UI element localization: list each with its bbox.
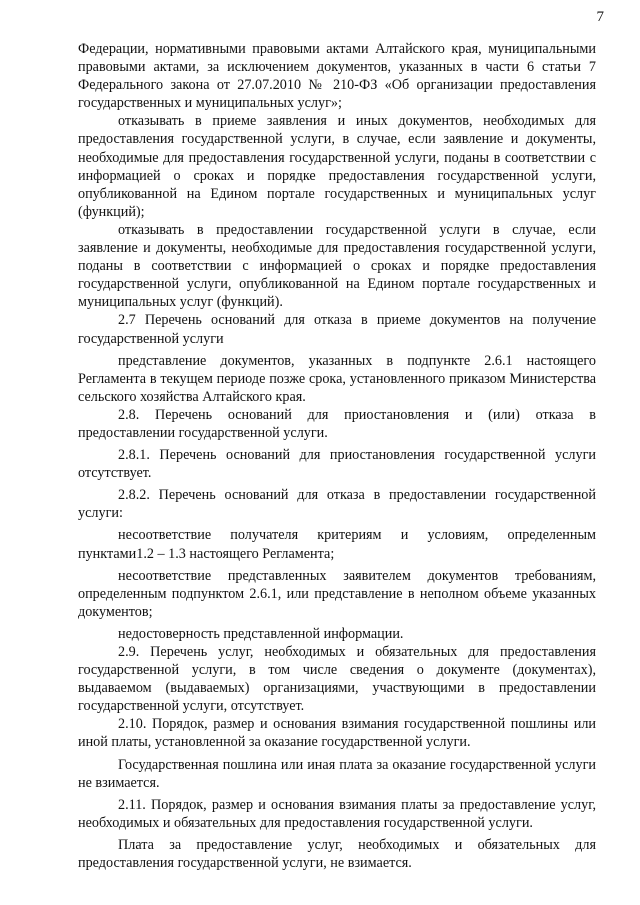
section-2-7-heading: 2.7 Перечень оснований для отказа в приеме документов на получение государственной услуги <box>78 312 596 347</box>
document-body <box>78 40 596 872</box>
paragraph-documents-mismatch: несоответствие представленных заявителем документов требованиям, определенным подпунктом 2.6.1, или представление в неполном объеме указанных документов; <box>78 567 596 620</box>
paragraph-fee-not-charged: Плата за предоставление услуг, необходимых и обязательных для предоставления государственной услуги, не взимается. <box>78 836 596 872</box>
page-number: 7 <box>596 9 604 25</box>
section-2-8-heading: 2.8. Перечень оснований для приостановления и (или) отказа в предоставлении государственной услуги. <box>78 406 596 441</box>
section-2-8-2: 2.8.2. Перечень оснований для отказа в предоставлении государственной услуги: <box>78 487 596 522</box>
section-2-11: 2.11. Порядок, размер и основания взимания платы за предоставление услуг, необходимых и обязательных для предоставления государственной услуги. <box>78 796 596 831</box>
paragraph-duty-not-charged: Государственная пошлина или иная плата за оказание государственной услуги не взимается. <box>78 756 596 791</box>
section-2-9: 2.9. Перечень услуг, необходимых и обязательных для предоставления государственной услуги, в том числе сведения о документе (документах), выдаваемом (выдаваемых) организациями, участвующими в предоставлении государственной услуги, отсутствует. <box>78 644 596 715</box>
section-2-8-1: 2.8.1. Перечень оснований для приостановления государственной услуги отсутствует. <box>78 447 596 482</box>
paragraph-refuse-acceptance: отказывать в приеме заявления и иных документов, необходимых для предоставления государственной услуги, в случае, если заявление и документы, необходимые для предоставления государственной услуги, поданы в соответствии с информацией о сроках и порядке предоставления государственной услуги, опубликованной на Едином портале государственных и муниципальных услуг (функций); <box>78 113 596 220</box>
paragraph-refuse-provision: отказывать в предоставлении государственной услуги в случае, если заявление и документы, необходимые для предоставления государственной услуги, поданы в соответствии с информацией о сроках и порядке предоставления государственной услуги, опубликованной на Едином портале государственных и муниципальных услуг (функций). <box>78 221 596 311</box>
paragraph-continuation: Федерации, нормативными правовыми актами Алтайского края, муниципальными правовыми актами, за исключением документов, указанных в части 6 статьи 7 Федерального закона от 27.07.2010 № 210-ФЗ «Об организации предоставления государственных и муниципальных услуг»; <box>78 41 596 112</box>
paragraph-criteria-mismatch: несоответствие получателя критериям и условиям, определенным пунктами1.2 – 1.3 настоящего Регламента; <box>78 527 596 562</box>
paragraph-late-submission: представление документов, указанных в подпункте 2.6.1 настоящего Регламента в текущем периоде позже срока, установленного приказом Министерства сельского хозяйства Алтайского края. <box>78 352 596 405</box>
paragraph-false-information: недостоверность представленной информации. <box>118 625 404 642</box>
section-2-10: 2.10. Порядок, размер и основания взимания государственной пошлины или иной платы, установленной за оказание государственной услуги. <box>78 716 596 751</box>
